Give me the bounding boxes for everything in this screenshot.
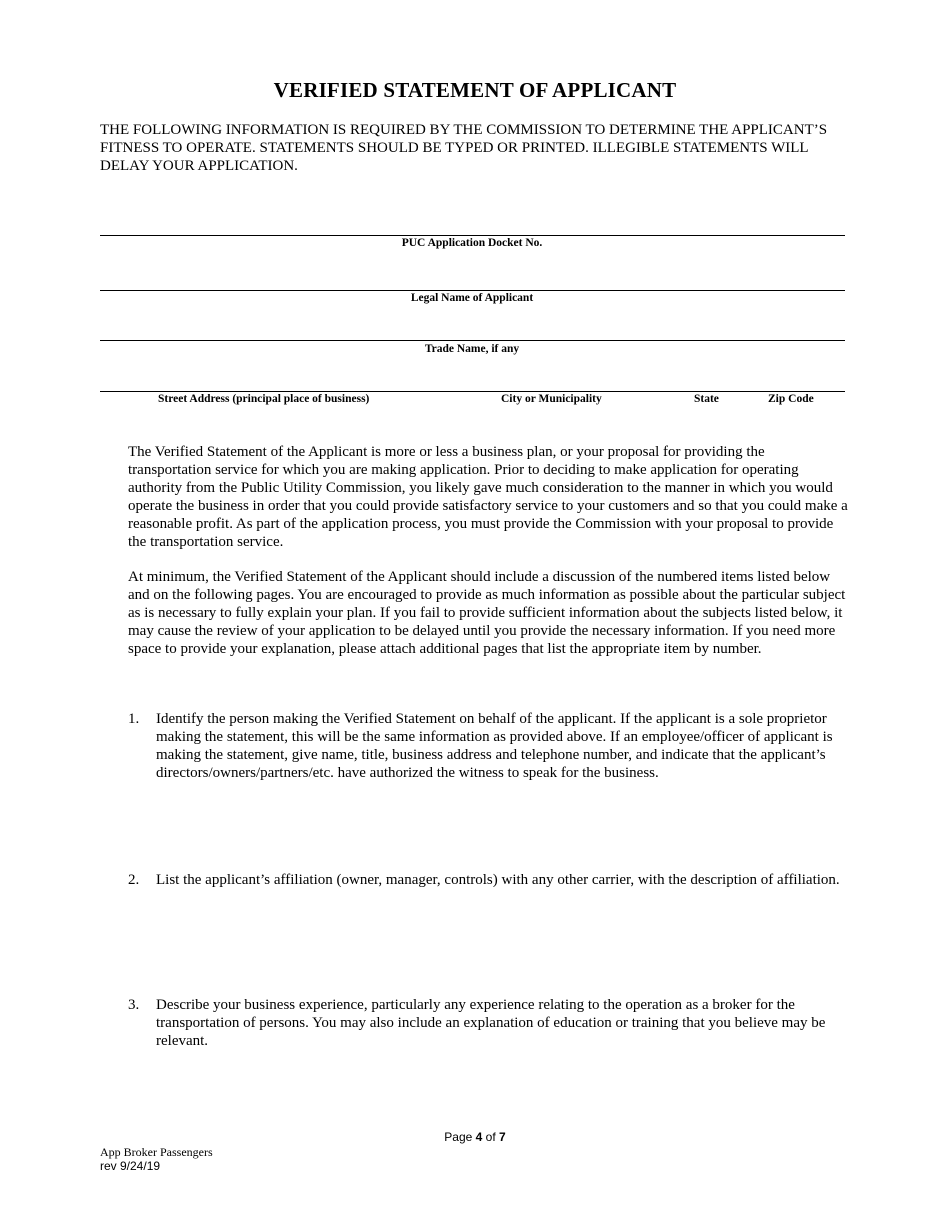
item-number: 1.	[128, 711, 140, 727]
docket-label: PUC Application Docket No.	[401, 237, 543, 249]
legal-name-label: Legal Name of Applicant	[410, 292, 534, 304]
address-field-line[interactable]	[100, 391, 845, 392]
page-of: of	[482, 1130, 500, 1144]
docket-field-line[interactable]	[100, 235, 845, 236]
revision-date: rev 9/24/19	[100, 1159, 161, 1173]
item-number: 2.	[128, 872, 140, 888]
zip-code-label: Zip Code	[768, 393, 814, 405]
state-label: State	[694, 393, 719, 405]
form-name: App Broker Passengers	[100, 1145, 213, 1159]
page-title: VERIFIED STATEMENT OF APPLICANT	[273, 78, 677, 102]
page-current: 4	[475, 1130, 483, 1144]
street-address-label: Street Address (principal place of business)	[158, 393, 370, 405]
item-number: 3.	[128, 997, 140, 1013]
item-text: Identify the person making the Verified Statement on behalf of the applicant. If the applicant is a sole proprietor making the statement, this will be the same information as provided above. If an employee/officer of applicant is making the statement, give name, title, business address and telephone number, and indicate that the applicant’s directors/owners/partners/etc. have authorized the witness to speak for the business.	[156, 711, 833, 781]
page-total: 7	[499, 1130, 506, 1144]
trade-name-label: Trade Name, if any	[424, 343, 520, 355]
legal-name-field-line[interactable]	[100, 290, 845, 291]
city-label: City or Municipality	[501, 393, 602, 405]
item-text: List the applicant’s affiliation (owner, manager, controls) with any other carrier, with the description of affiliation.	[156, 872, 840, 888]
paragraph-purpose: The Verified Statement of the Applicant is more or less a business plan, or your proposal for providing the transportation service for which you are making application. Prior to deciding to make application for operating authority from the Public Utility Commission, you likely gave much consideration to the manner in which you would operate the business in order that you could provide satisfactory service to your customers and so that you could make a reasonable profit. As part of the application process, you must provide the Commission with your proposal to provide the transportation service.	[128, 444, 848, 550]
paragraph-minimum: At minimum, the Verified Statement of the Applicant should include a discussion of the numbered items listed below and on the following pages. You are encouraged to provide as much information as possible about the particular subject as is necessary to fully explain your plan. If you fail to provide sufficient information about the subjects listed below, it may cause the review of your application to be delayed until you provide the necessary information. If you need more space to provide your explanation, please attach additional pages that list the appropriate item by number.	[128, 569, 846, 657]
trade-name-field-line[interactable]	[100, 340, 845, 341]
intro-instructions: THE FOLLOWING INFORMATION IS REQUIRED BY THE COMMISSION TO DETERMINE THE APPLICANT’S FITNESS TO OPERATE. STATEMENTS SHOULD BE TYPED OR PRINTED. ILLEGIBLE STATEMENTS WILL DELAY YOUR APPLICATION.	[100, 122, 828, 174]
item-text: Describe your business experience, particularly any experience relating to the operation as a broker for the transportation of persons. You may also include an explanation of education or training that you believe may be relevant.	[156, 997, 826, 1049]
page-number	[0, 1130, 950, 1144]
page-prefix: Page	[444, 1130, 476, 1144]
